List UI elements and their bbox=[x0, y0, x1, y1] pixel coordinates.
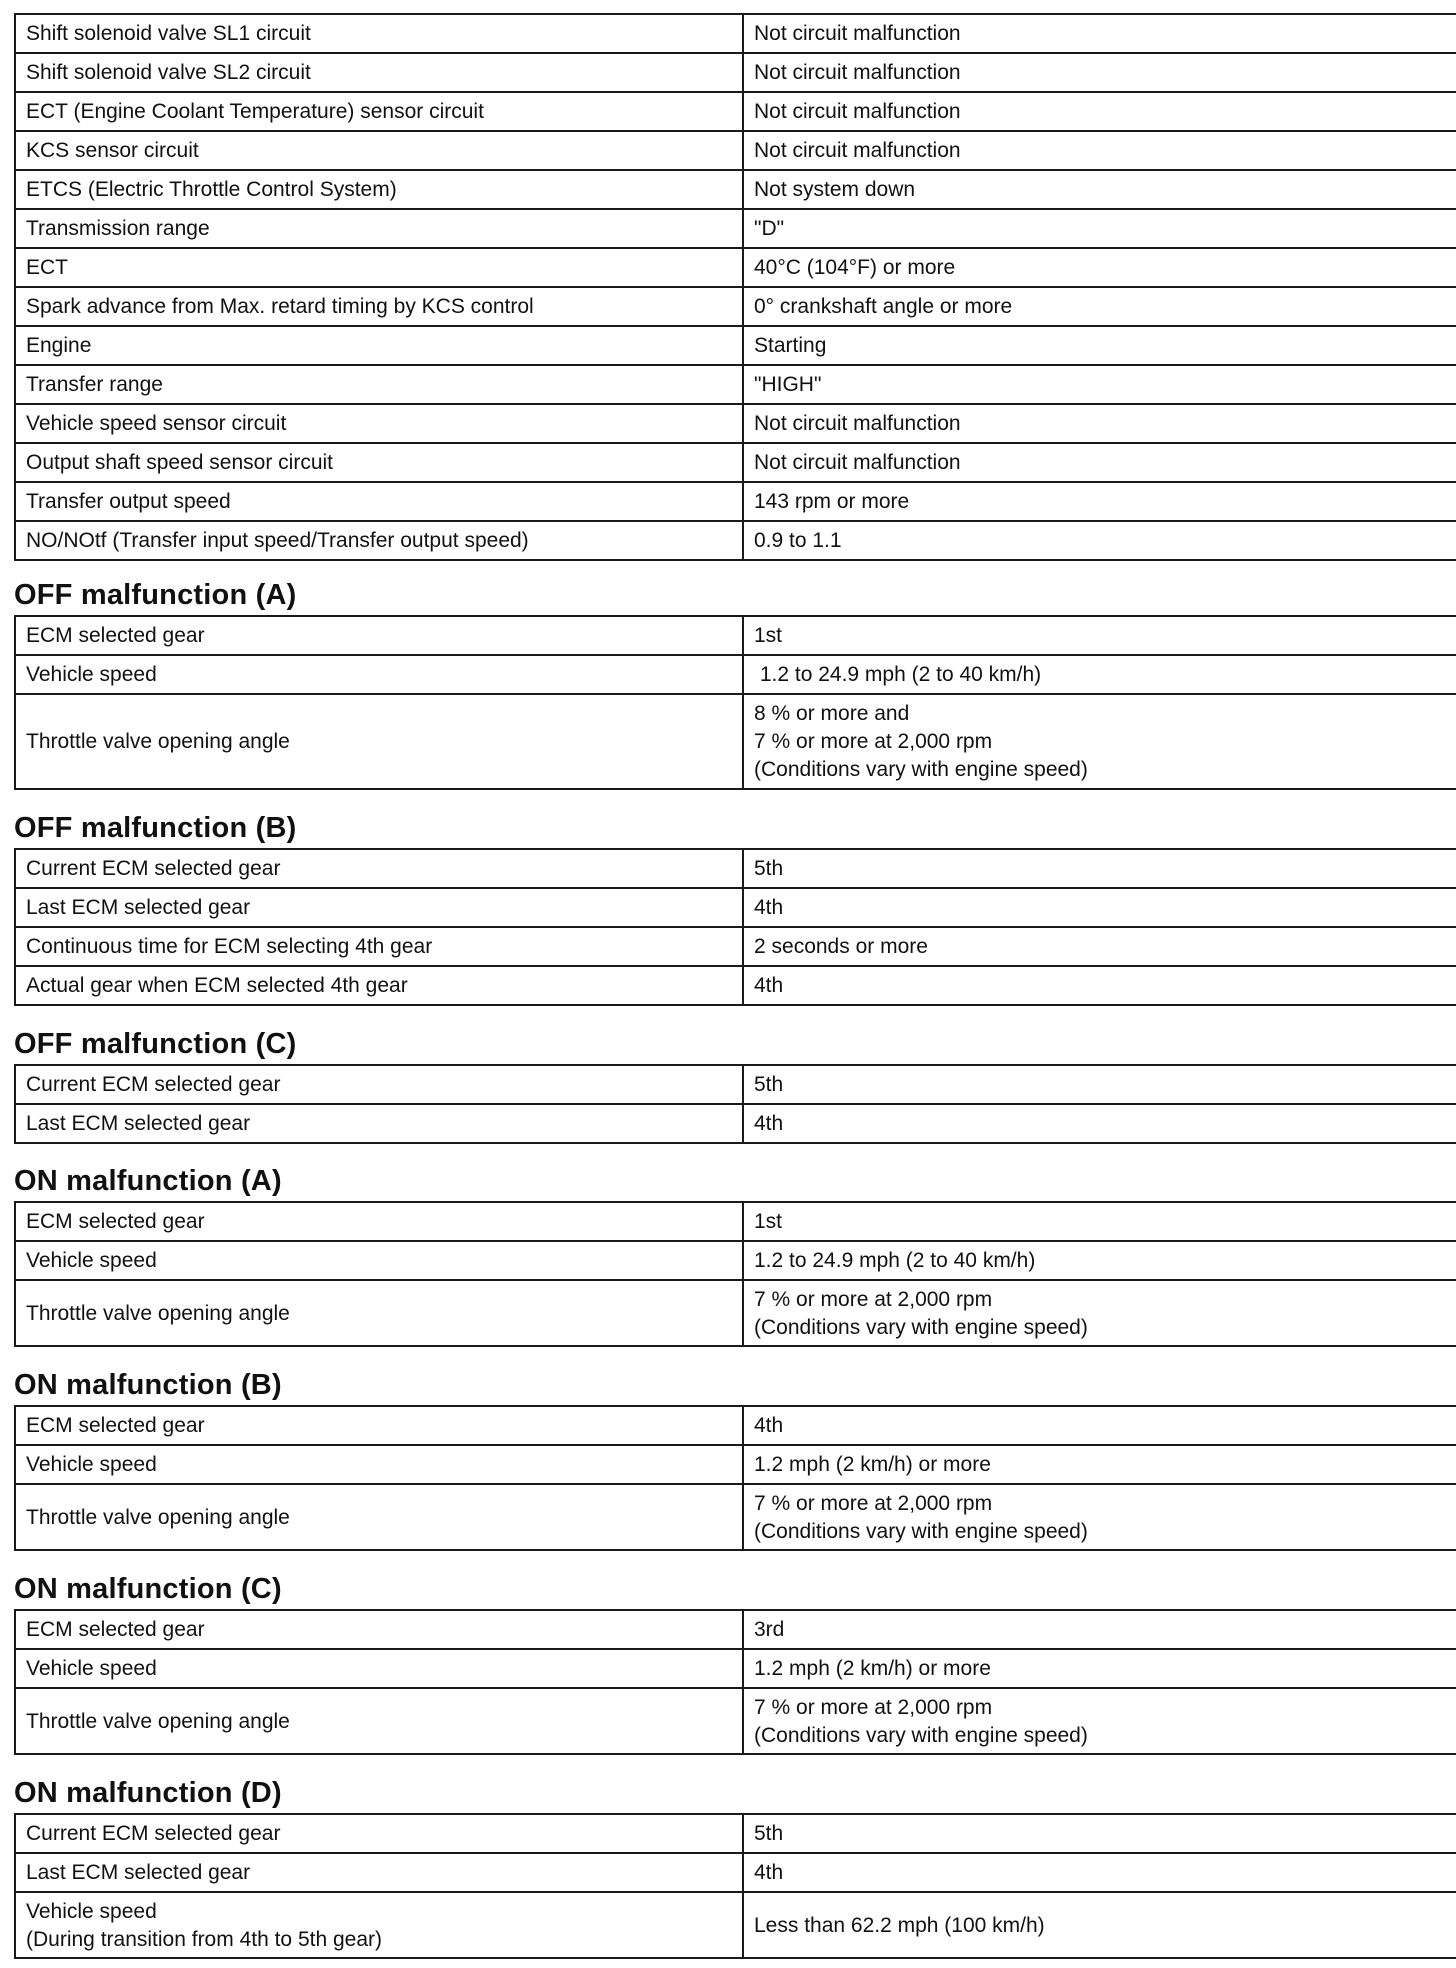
table-row bbox=[15, 443, 1456, 482]
table-row bbox=[15, 170, 1456, 209]
section-heading-off-a: OFF malfunction (A) bbox=[14, 579, 297, 611]
table-row bbox=[15, 1649, 1456, 1688]
table-row bbox=[15, 248, 1456, 287]
table-row bbox=[15, 1484, 1456, 1550]
table-row bbox=[15, 53, 1456, 92]
on-c-table bbox=[14, 1609, 1456, 1755]
value-cell: Not circuit malfunction bbox=[743, 443, 1456, 482]
value-cell: 1st bbox=[743, 616, 1456, 655]
table-row bbox=[15, 521, 1456, 560]
value-cell: Not system down bbox=[743, 170, 1456, 209]
value-line: 7 % or more at 2,000 rpm bbox=[754, 1695, 993, 1719]
param-cell: Throttle valve opening angle bbox=[15, 694, 743, 789]
table-row bbox=[15, 1688, 1456, 1754]
value-cell: Less than 62.2 mph (100 km/h) bbox=[743, 1892, 1456, 1958]
param-cell: Vehicle speed bbox=[15, 655, 743, 694]
table-row bbox=[15, 1445, 1456, 1484]
param-cell: Throttle valve opening angle bbox=[15, 1688, 743, 1754]
table-row bbox=[15, 849, 1456, 888]
table-row bbox=[15, 616, 1456, 655]
param-cell: Last ECM selected gear bbox=[15, 888, 743, 927]
value-cell: 2 seconds or more bbox=[743, 927, 1456, 966]
table-row bbox=[15, 1892, 1456, 1958]
table-row bbox=[15, 1406, 1456, 1445]
param-cell: Shift solenoid valve SL1 circuit bbox=[15, 14, 743, 53]
param-cell: ECM selected gear bbox=[15, 1610, 743, 1649]
value-cell: "HIGH" bbox=[743, 365, 1456, 404]
param-line: (During transition from 4th to 5th gear) bbox=[26, 1927, 382, 1951]
value-cell: 4th bbox=[743, 1104, 1456, 1143]
param-cell: ETCS (Electric Throttle Control System) bbox=[15, 170, 743, 209]
table-row bbox=[15, 694, 1456, 789]
param-cell: ECM selected gear bbox=[15, 1202, 743, 1241]
table-row bbox=[15, 1104, 1456, 1143]
param-cell: Last ECM selected gear bbox=[15, 1853, 743, 1892]
value-cell bbox=[743, 1688, 1456, 1754]
section-heading-off-c: OFF malfunction (C) bbox=[14, 1028, 297, 1060]
value-cell: Not circuit malfunction bbox=[743, 92, 1456, 131]
param-cell: Current ECM selected gear bbox=[15, 1065, 743, 1104]
table-row bbox=[15, 1853, 1456, 1892]
param-cell: Output shaft speed sensor circuit bbox=[15, 443, 743, 482]
value-cell: Not circuit malfunction bbox=[743, 131, 1456, 170]
param-cell: Vehicle speed bbox=[15, 1649, 743, 1688]
param-cell: Vehicle speed bbox=[15, 1241, 743, 1280]
on-d-table bbox=[14, 1813, 1456, 1959]
section-heading-off-b: OFF malfunction (B) bbox=[14, 812, 297, 844]
value-cell: Not circuit malfunction bbox=[743, 53, 1456, 92]
off-a-table bbox=[14, 615, 1456, 790]
table-row bbox=[15, 1202, 1456, 1241]
param-cell: ECT bbox=[15, 248, 743, 287]
table-row bbox=[15, 365, 1456, 404]
param-cell: Transfer range bbox=[15, 365, 743, 404]
value-cell: 1.2 mph (2 km/h) or more bbox=[743, 1649, 1456, 1688]
off-c-table bbox=[14, 1064, 1456, 1144]
value-cell: 1.2 to 24.9 mph (2 to 40 km/h) bbox=[743, 655, 1456, 694]
section-heading-on-c: ON malfunction (C) bbox=[14, 1573, 282, 1605]
value-cell bbox=[743, 1484, 1456, 1550]
param-cell: Transmission range bbox=[15, 209, 743, 248]
value-line: 7 % or more at 2,000 rpm bbox=[754, 730, 993, 753]
value-cell: 4th bbox=[743, 966, 1456, 1005]
value-line: (Conditions vary with engine speed) bbox=[754, 1315, 1088, 1339]
table-row bbox=[15, 927, 1456, 966]
value-line: 8 % or more and bbox=[754, 702, 910, 725]
param-cell bbox=[15, 1892, 743, 1958]
value-cell: 5th bbox=[743, 1814, 1456, 1853]
value-line: 7 % or more at 2,000 rpm bbox=[754, 1287, 993, 1311]
value-line: (Conditions vary with engine speed) bbox=[754, 758, 1088, 781]
value-cell: 1.2 to 24.9 mph (2 to 40 km/h) bbox=[743, 1241, 1456, 1280]
table-row bbox=[15, 1065, 1456, 1104]
value-cell: 4th bbox=[743, 1406, 1456, 1445]
value-cell: 0.9 to 1.1 bbox=[743, 521, 1456, 560]
value-line: (Conditions vary with engine speed) bbox=[754, 1723, 1088, 1747]
value-cell: Not circuit malfunction bbox=[743, 404, 1456, 443]
param-cell: Spark advance from Max. retard timing by KCS control bbox=[15, 287, 743, 326]
value-cell: Not circuit malfunction bbox=[743, 14, 1456, 53]
param-cell: Engine bbox=[15, 326, 743, 365]
param-cell: Current ECM selected gear bbox=[15, 849, 743, 888]
value-cell: Starting bbox=[743, 326, 1456, 365]
on-a-table bbox=[14, 1201, 1456, 1347]
param-cell: ECM selected gear bbox=[15, 1406, 743, 1445]
table-row bbox=[15, 92, 1456, 131]
value-cell: "D" bbox=[743, 209, 1456, 248]
table-row bbox=[15, 404, 1456, 443]
table-row bbox=[15, 1241, 1456, 1280]
on-b-table bbox=[14, 1405, 1456, 1551]
value-line: (Conditions vary with engine speed) bbox=[754, 1519, 1088, 1543]
value-cell: 1st bbox=[743, 1202, 1456, 1241]
value-cell: 3rd bbox=[743, 1610, 1456, 1649]
table-row bbox=[15, 966, 1456, 1005]
param-cell: Continuous time for ECM selecting 4th gear bbox=[15, 927, 743, 966]
value-cell: 40°C (104°F) or more bbox=[743, 248, 1456, 287]
value-cell: 5th bbox=[743, 849, 1456, 888]
param-cell: Throttle valve opening angle bbox=[15, 1280, 743, 1346]
value-cell: 4th bbox=[743, 1853, 1456, 1892]
value-cell: 5th bbox=[743, 1065, 1456, 1104]
table-row bbox=[15, 209, 1456, 248]
param-line: Vehicle speed bbox=[26, 1899, 157, 1923]
value-cell: 1.2 mph (2 km/h) or more bbox=[743, 1445, 1456, 1484]
param-cell: Actual gear when ECM selected 4th gear bbox=[15, 966, 743, 1005]
value-cell: 4th bbox=[743, 888, 1456, 927]
table-row bbox=[15, 1814, 1456, 1853]
param-cell: Throttle valve opening angle bbox=[15, 1484, 743, 1550]
table-row bbox=[15, 1610, 1456, 1649]
table-row bbox=[15, 131, 1456, 170]
param-cell: KCS sensor circuit bbox=[15, 131, 743, 170]
table-row bbox=[15, 326, 1456, 365]
section-heading-on-a: ON malfunction (A) bbox=[14, 1165, 282, 1197]
value-cell bbox=[743, 1280, 1456, 1346]
table-row bbox=[15, 888, 1456, 927]
table-row bbox=[15, 655, 1456, 694]
param-cell: Current ECM selected gear bbox=[15, 1814, 743, 1853]
value-cell: 0° crankshaft angle or more bbox=[743, 287, 1456, 326]
off-b-table bbox=[14, 848, 1456, 1006]
table-row bbox=[15, 287, 1456, 326]
condition-table bbox=[14, 13, 1456, 561]
param-cell: Vehicle speed sensor circuit bbox=[15, 404, 743, 443]
param-cell: ECT (Engine Coolant Temperature) sensor circuit bbox=[15, 92, 743, 131]
param-cell: Transfer output speed bbox=[15, 482, 743, 521]
table-row bbox=[15, 1280, 1456, 1346]
table-row bbox=[15, 482, 1456, 521]
param-cell: Shift solenoid valve SL2 circuit bbox=[15, 53, 743, 92]
param-cell: Vehicle speed bbox=[15, 1445, 743, 1484]
param-cell: ECM selected gear bbox=[15, 616, 743, 655]
value-cell: 143 rpm or more bbox=[743, 482, 1456, 521]
value-cell bbox=[743, 694, 1456, 789]
section-heading-on-d: ON malfunction (D) bbox=[14, 1777, 282, 1809]
value-line: 7 % or more at 2,000 rpm bbox=[754, 1491, 993, 1515]
param-cell: NO/NOtf (Transfer input speed/Transfer output speed) bbox=[15, 521, 743, 560]
table-row bbox=[15, 14, 1456, 53]
param-cell: Last ECM selected gear bbox=[15, 1104, 743, 1143]
section-heading-on-b: ON malfunction (B) bbox=[14, 1369, 282, 1401]
